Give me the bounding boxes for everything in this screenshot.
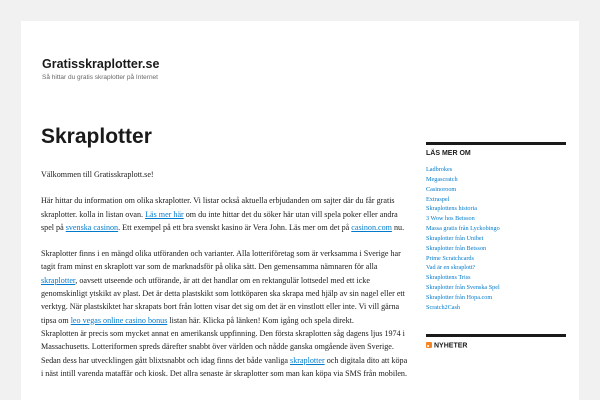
sidebar-link-item	[426, 185, 566, 195]
news-widget	[426, 334, 566, 358]
read-more-widget	[426, 142, 566, 313]
sidebar-link-item	[426, 244, 566, 254]
sidebar-link-item	[426, 263, 566, 273]
skraplotter-link-2[interactable]: skraplotter	[290, 355, 325, 365]
sidebar-link-casinoroom[interactable]: Casinoroom	[426, 185, 457, 193]
sidebar-link-item	[426, 195, 566, 205]
sidebar-link-3-wow-betsson[interactable]: 3 Wow hos Betsson	[426, 215, 475, 223]
sidebar-link-item	[426, 204, 566, 214]
page-title: Skraplotter	[41, 125, 152, 148]
sidebar-link-vad-ar-skraplott[interactable]: Vad är en skraplott?	[426, 264, 476, 272]
read-more-link[interactable]: Läs mer här	[145, 209, 184, 219]
read-more-list	[426, 165, 566, 313]
sidebar-link-item	[426, 254, 566, 264]
entry-content	[41, 168, 408, 393]
history-text-2: och digitala dito att köpa i näst intill varenda mataffär och kiosk. Det allra senaste är skraplotter som man kan köpa via SMS från mobilen.	[41, 355, 408, 378]
casinon-com-link[interactable]: casinon.com	[351, 222, 392, 232]
site-description: Så hittar du gratis skraplotter på Internet	[42, 74, 158, 81]
description-text-1: Skraplotter finns i en mängd olika utföranden och varianter. Alla lotteriföretag som är verksamma i Sverige har tagit fram minst en skraplott var som de marknadsför på olika sätt. Den gemensamma nämnaren för alla	[41, 249, 401, 272]
sidebar-link-extraspel[interactable]: Extraspel	[426, 195, 450, 203]
site-title[interactable]: Gratisskraplotter.se	[42, 57, 160, 71]
description-paragraph	[41, 247, 408, 327]
sidebar-link-item	[426, 273, 566, 283]
sidebar-link-item	[426, 175, 566, 185]
news-title-text: NYHETER	[434, 342, 468, 350]
sidebar-link-item	[426, 165, 566, 175]
sidebar-link-scratch2cash[interactable]: Scratch2Cash	[426, 303, 461, 311]
sidebar-link-unibet[interactable]: Skraplotter från Unibet	[426, 234, 484, 242]
sidebar-link-ladbrokes[interactable]: Ladbrokes	[426, 166, 453, 173]
intro-text-3: . Ett exempel på ett bra svenskt kasino är Vera John. Läs mer om det på	[118, 222, 352, 232]
news-widget-title[interactable]	[426, 342, 566, 358]
welcome-paragraph: Välkommen till Gratisskraplott.se!	[41, 170, 154, 179]
sidebar-link-hopa[interactable]: Skraplotter från Hopa.com	[426, 293, 493, 301]
leo-vegas-link[interactable]: leo vegas online casino bonus	[70, 315, 168, 325]
intro-text-2: om du inte hittar det du söker här utan vill spela poker eller andra spel på	[41, 209, 398, 232]
sidebar-link-prime-scratchcards[interactable]: Prime Scratchcards	[426, 254, 474, 262]
page-container	[21, 21, 579, 400]
sidebar-link-skraplottens-historia[interactable]: Skraplottens historia	[426, 205, 478, 213]
description-text-3: listan här. Klicka på länken! Kom igång och spela direkt.	[167, 315, 354, 325]
history-text-1: Skraplotten är precis som mycket annat en amerikansk uppfinning. Den första skraplotten såg dagens ljus 1974 i Massachusetts. Lotteriformen spreds därefter snabbt över världen och nådde ganska omgående även Sverige. Sedan dess har utvecklingen gått blixtsnabbt och idag finns det både vanliga	[41, 328, 405, 365]
sidebar-link-item	[426, 224, 566, 234]
sidebar-link-triss[interactable]: Skraplottens Triss	[426, 274, 471, 282]
sidebar-link-item	[426, 283, 566, 293]
sidebar-link-svenska-spel[interactable]: Skraplotter från Svenska Spel	[426, 284, 500, 292]
sidebar	[426, 142, 566, 357]
read-more-widget-title: LÄS MER OM	[426, 150, 471, 157]
intro-text-1: Här hittar du information om olika skraplotter. Vi listar också aktuella erbjudanden om sajter där du får gratis skraplotter. kolla in listan ovan.	[41, 196, 395, 219]
sidebar-link-item	[426, 293, 566, 303]
sidebar-link-lyckobingo[interactable]: Massa gratis från Lyckobingo	[426, 225, 500, 233]
description-text-2: , oavsett utseende och utförande, är att det handlar om en rektangulär lottsedel med ett icke genomskinligt ytskikt av plast. Det är detta plastskikt som lottköparen ska skrapa med hjälp av sin nagel eller ett verktyg. När plastskiktet har skrapats bort från lotten visar det sig om det är en vinstlott eller inte. Vi vill gärna tipsa om	[41, 275, 405, 325]
sidebar-link-megascratch[interactable]: Megascratch	[426, 175, 458, 183]
svenska-casinon-link[interactable]: svenska casinon	[65, 222, 119, 232]
intro-paragraph	[41, 194, 408, 234]
sidebar-link-item	[426, 234, 566, 244]
sidebar-link-betsson[interactable]: Skraplotter från Betsson	[426, 244, 487, 252]
sidebar-link-item	[426, 303, 566, 313]
rss-icon[interactable]	[426, 342, 432, 348]
intro-text-4: nu.	[391, 222, 405, 232]
sidebar-link-item	[426, 214, 566, 224]
skraplotter-link[interactable]: skraplotter	[41, 275, 76, 285]
history-paragraph	[41, 327, 408, 380]
